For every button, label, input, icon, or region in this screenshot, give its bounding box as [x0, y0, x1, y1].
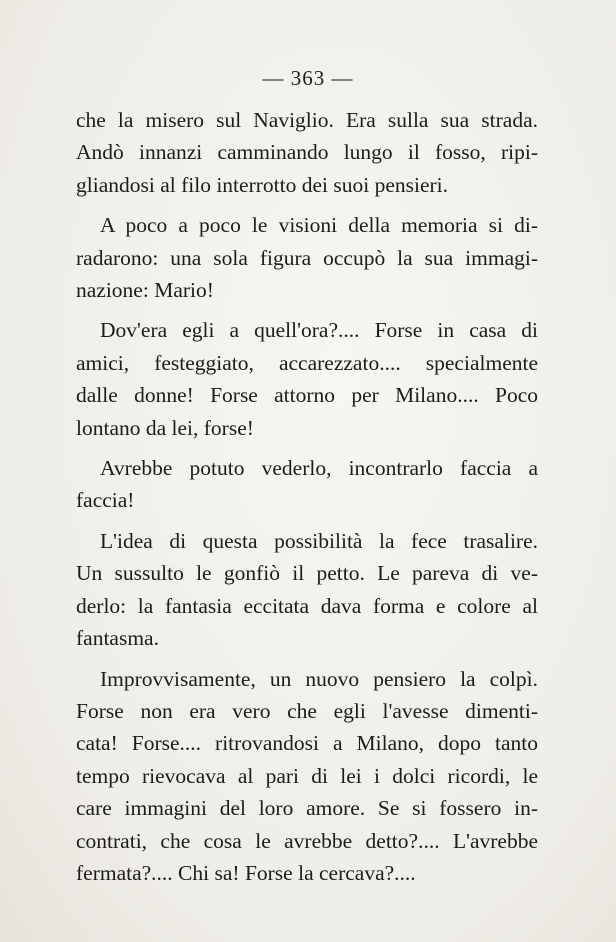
text-line: tempo rievocava al pari di lei i dolci ricordi, le — [76, 763, 538, 788]
body-text — [76, 104, 538, 889]
paragraph — [76, 209, 538, 306]
text-line: dalle donne! Forse attorno per Milano.... Poco — [76, 383, 538, 408]
text-line: Improvvisamente, un nuovo pensiero la colpì. — [100, 666, 538, 691]
text-line: L'idea di questa possibilità la fece trasalire. — [100, 528, 538, 553]
text-line: faccia! — [76, 488, 135, 513]
text-line: Un sussulto le gonfiò il petto. Le pareva di ve- — [76, 561, 538, 586]
text-line: cata! Forse.... ritrovandosi a Milano, dopo tanto — [76, 731, 538, 756]
text-line: Avrebbe potuto vederlo, incontrarlo faccia a — [100, 456, 538, 481]
page-number: — 363 — — [262, 66, 354, 90]
text-line: gliandosi al filo interrotto dei suoi pensieri. — [76, 172, 448, 197]
text-line: lontano da lei, forse! — [76, 415, 254, 440]
text-line: care immagini del loro amore. Se si fossero in- — [76, 796, 538, 821]
paragraph — [76, 663, 538, 890]
paragraph — [76, 525, 538, 655]
text-line: Dov'era egli a quell'ora?.... Forse in casa di — [100, 318, 538, 343]
paragraph — [76, 104, 538, 201]
text-line: amici, festeggiato, accarezzato.... specialmente — [76, 350, 538, 375]
text-line: derlo: la fantasia eccitata dava forma e colore al — [76, 593, 538, 618]
paragraph — [76, 452, 538, 517]
text-line: A poco a poco le visioni della memoria si di- — [100, 213, 538, 238]
text-line: Forse non era vero che egli l'avesse dimenti- — [76, 698, 538, 723]
text-line: Andò innanzi camminando lungo il fosso, ripi- — [76, 140, 538, 165]
text-line: fermata?.... Chi sa! Forse la cercava?.... — [76, 860, 416, 885]
text-line: fantasma. — [76, 626, 159, 651]
text-line: contrati, che cosa le avrebbe detto?.... L'avrebbe — [76, 828, 538, 853]
text-line: che la misero sul Naviglio. Era sulla sua strada. — [76, 108, 538, 132]
paragraph — [76, 314, 538, 444]
text-line: nazione: Mario! — [76, 278, 214, 303]
text-line: radarono: una sola figura occupò la sua immagi- — [76, 245, 538, 270]
